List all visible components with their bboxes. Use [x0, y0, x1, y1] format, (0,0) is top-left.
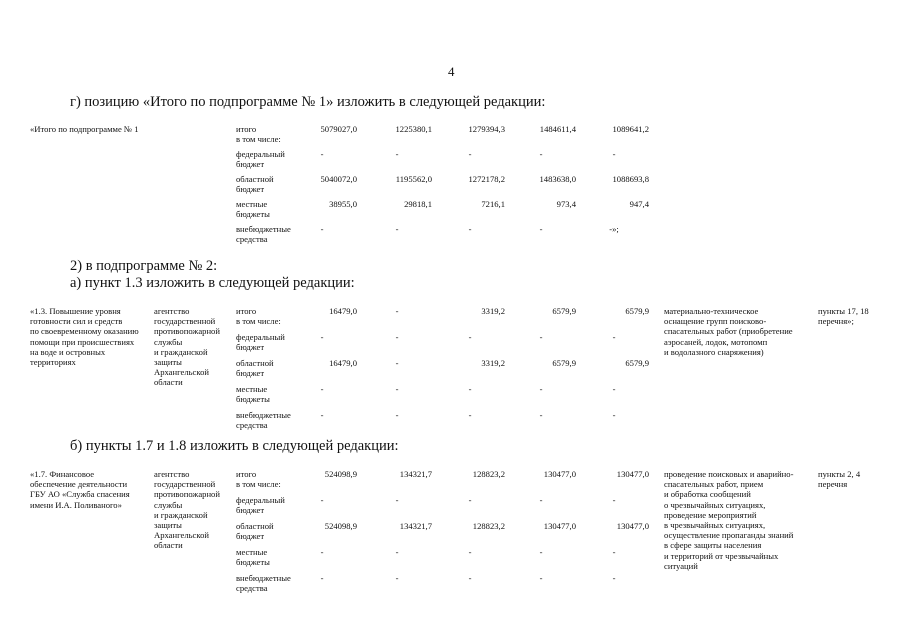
value-cell: -	[468, 547, 472, 557]
value-cell: -	[468, 224, 472, 234]
budget-source-label: местные бюджеты	[236, 547, 270, 568]
agency: агентство государственной противопожарной службы и гражданской защиты Архангельской области	[154, 469, 220, 551]
value-cell: 7216,1	[481, 199, 505, 209]
value-cell: 29818,1	[404, 199, 432, 209]
value-cell: -	[320, 332, 324, 342]
value-cell: 524098,9	[324, 469, 357, 479]
value-cell: 1272178,2	[468, 174, 505, 184]
value-cell: -	[539, 547, 543, 557]
value-cell: 134321,7	[399, 469, 432, 479]
value-cell: -	[395, 306, 399, 316]
list-points: пункты 2, 4 перечня	[818, 469, 861, 490]
budget-source-label: федеральный бюджет	[236, 495, 285, 516]
value-cell: 134321,7	[399, 521, 432, 531]
value-cell: 1225380,1	[395, 124, 432, 134]
value-cell: -	[320, 547, 324, 557]
value-cell: 16479,0	[329, 358, 357, 368]
heading-a: а) пункт 1.3 изложить в следующей редакции:	[70, 275, 355, 291]
heading-b: б) пункты 1.7 и 1.8 изложить в следующей редакции:	[70, 438, 399, 454]
value-cell: -	[320, 410, 324, 420]
value-cell: 1088693,8	[612, 174, 649, 184]
value-cell: 1089641,2	[612, 124, 649, 134]
value-cell: 130477,0	[616, 521, 649, 531]
value-cell: 6579,9	[552, 358, 576, 368]
page-number: 4	[448, 64, 455, 79]
value-cell: 3319,2	[481, 358, 505, 368]
budget-source-label: местные бюджеты	[236, 384, 270, 405]
row-name: «Итого по подпрограмме № 1	[30, 124, 139, 134]
value-cell: 973,4	[556, 199, 576, 209]
value-cell: -	[395, 149, 399, 159]
value-cell: -	[468, 573, 472, 583]
value-cell: -	[612, 384, 616, 394]
value-cell: 6579,9	[625, 358, 649, 368]
budget-source-label: итого в том числе:	[236, 469, 281, 490]
value-cell: 6579,9	[552, 306, 576, 316]
value-cell: -	[320, 224, 324, 234]
value-cell: -	[468, 384, 472, 394]
value-cell: -	[395, 358, 399, 368]
value-cell: -	[395, 495, 399, 505]
value-cell: -»;	[609, 224, 619, 234]
value-cell: -	[612, 573, 616, 583]
value-cell: -	[539, 384, 543, 394]
value-cell: -	[539, 410, 543, 420]
value-cell: -	[612, 495, 616, 505]
value-cell: -	[320, 495, 324, 505]
value-cell: -	[612, 149, 616, 159]
value-cell: -	[320, 149, 324, 159]
value-cell: -	[395, 573, 399, 583]
value-cell: 1484611,4	[539, 124, 576, 134]
value-cell: -	[539, 149, 543, 159]
value-cell: 130477,0	[616, 469, 649, 479]
value-cell: -	[539, 224, 543, 234]
value-cell: -	[468, 149, 472, 159]
heading-g: г) позицию «Итого по подпрограмме № 1» изложить в следующей редакции:	[70, 94, 546, 110]
value-cell: -	[320, 573, 324, 583]
budget-source-label: областной бюджет	[236, 521, 274, 542]
value-cell: 524098,9	[324, 521, 357, 531]
value-cell: 947,4	[629, 199, 649, 209]
value-cell: 128823,2	[472, 521, 505, 531]
value-cell: -	[612, 410, 616, 420]
value-cell: -	[468, 410, 472, 420]
value-cell: 5079027,0	[320, 124, 357, 134]
value-cell: -	[320, 384, 324, 394]
budget-source-label: федеральный бюджет	[236, 149, 285, 170]
row-name: «1.3. Повышение уровня готовности сил и средств по своевременному оказанию помощи при происшествиях на воде и островных территориях	[30, 306, 139, 368]
value-cell: 3319,2	[481, 306, 505, 316]
value-cell: 38955,0	[329, 199, 357, 209]
budget-source-label: итого в том числе:	[236, 306, 281, 327]
value-cell: 6579,9	[625, 306, 649, 316]
budget-source-label: итого в том числе:	[236, 124, 281, 145]
value-cell: -	[468, 332, 472, 342]
value-cell: 1195562,0	[395, 174, 432, 184]
expected-result: материально-техническое оснащение групп поисково- спасательных работ (приобретение аэросаней, лодок, мотопомп и водолазного снаряжения)	[664, 306, 793, 357]
value-cell: -	[395, 547, 399, 557]
value-cell: 16479,0	[329, 306, 357, 316]
agency: агентство государственной противопожарной службы и гражданской защиты Архангельской области	[154, 306, 220, 388]
heading-subprogram-2: 2) в подпрограмме № 2:	[70, 258, 218, 274]
expected-result: проведение поисковых и аварийно- спасательных работ, прием и обработка сообщений о чрезвычайных ситуациях, проведение мероприятий в чрезвычайных ситуациях, осуществление пропаганды знаний в сфере защиты населения и территорий от чрезвычайных ситуаций	[664, 469, 794, 571]
value-cell: 130477,0	[543, 469, 576, 479]
value-cell: -	[539, 573, 543, 583]
budget-source-label: внебюджетные средства	[236, 573, 291, 594]
value-cell: -	[395, 224, 399, 234]
budget-source-label: внебюджетные средства	[236, 410, 291, 431]
value-cell: -	[612, 547, 616, 557]
value-cell: 1483638,0	[539, 174, 576, 184]
budget-source-label: внебюджетные средства	[236, 224, 291, 245]
value-cell: -	[395, 384, 399, 394]
value-cell: -	[395, 410, 399, 420]
row-name: «1.7. Финансовое обеспечение деятельности ГБУ АО «Служба спасения имени И.А. Поливаного»	[30, 469, 130, 510]
value-cell: -	[539, 495, 543, 505]
value-cell: -	[612, 332, 616, 342]
budget-source-label: федеральный бюджет	[236, 332, 285, 353]
list-points: пункты 17, 18 перечня»;	[818, 306, 869, 327]
value-cell: 5040072,0	[320, 174, 357, 184]
value-cell: 130477,0	[543, 521, 576, 531]
value-cell: 1279394,3	[468, 124, 505, 134]
budget-source-label: областной бюджет	[236, 358, 274, 379]
budget-source-label: местные бюджеты	[236, 199, 270, 220]
value-cell: -	[395, 332, 399, 342]
value-cell: -	[539, 332, 543, 342]
value-cell: 128823,2	[472, 469, 505, 479]
budget-source-label: областной бюджет	[236, 174, 274, 195]
value-cell: -	[468, 495, 472, 505]
